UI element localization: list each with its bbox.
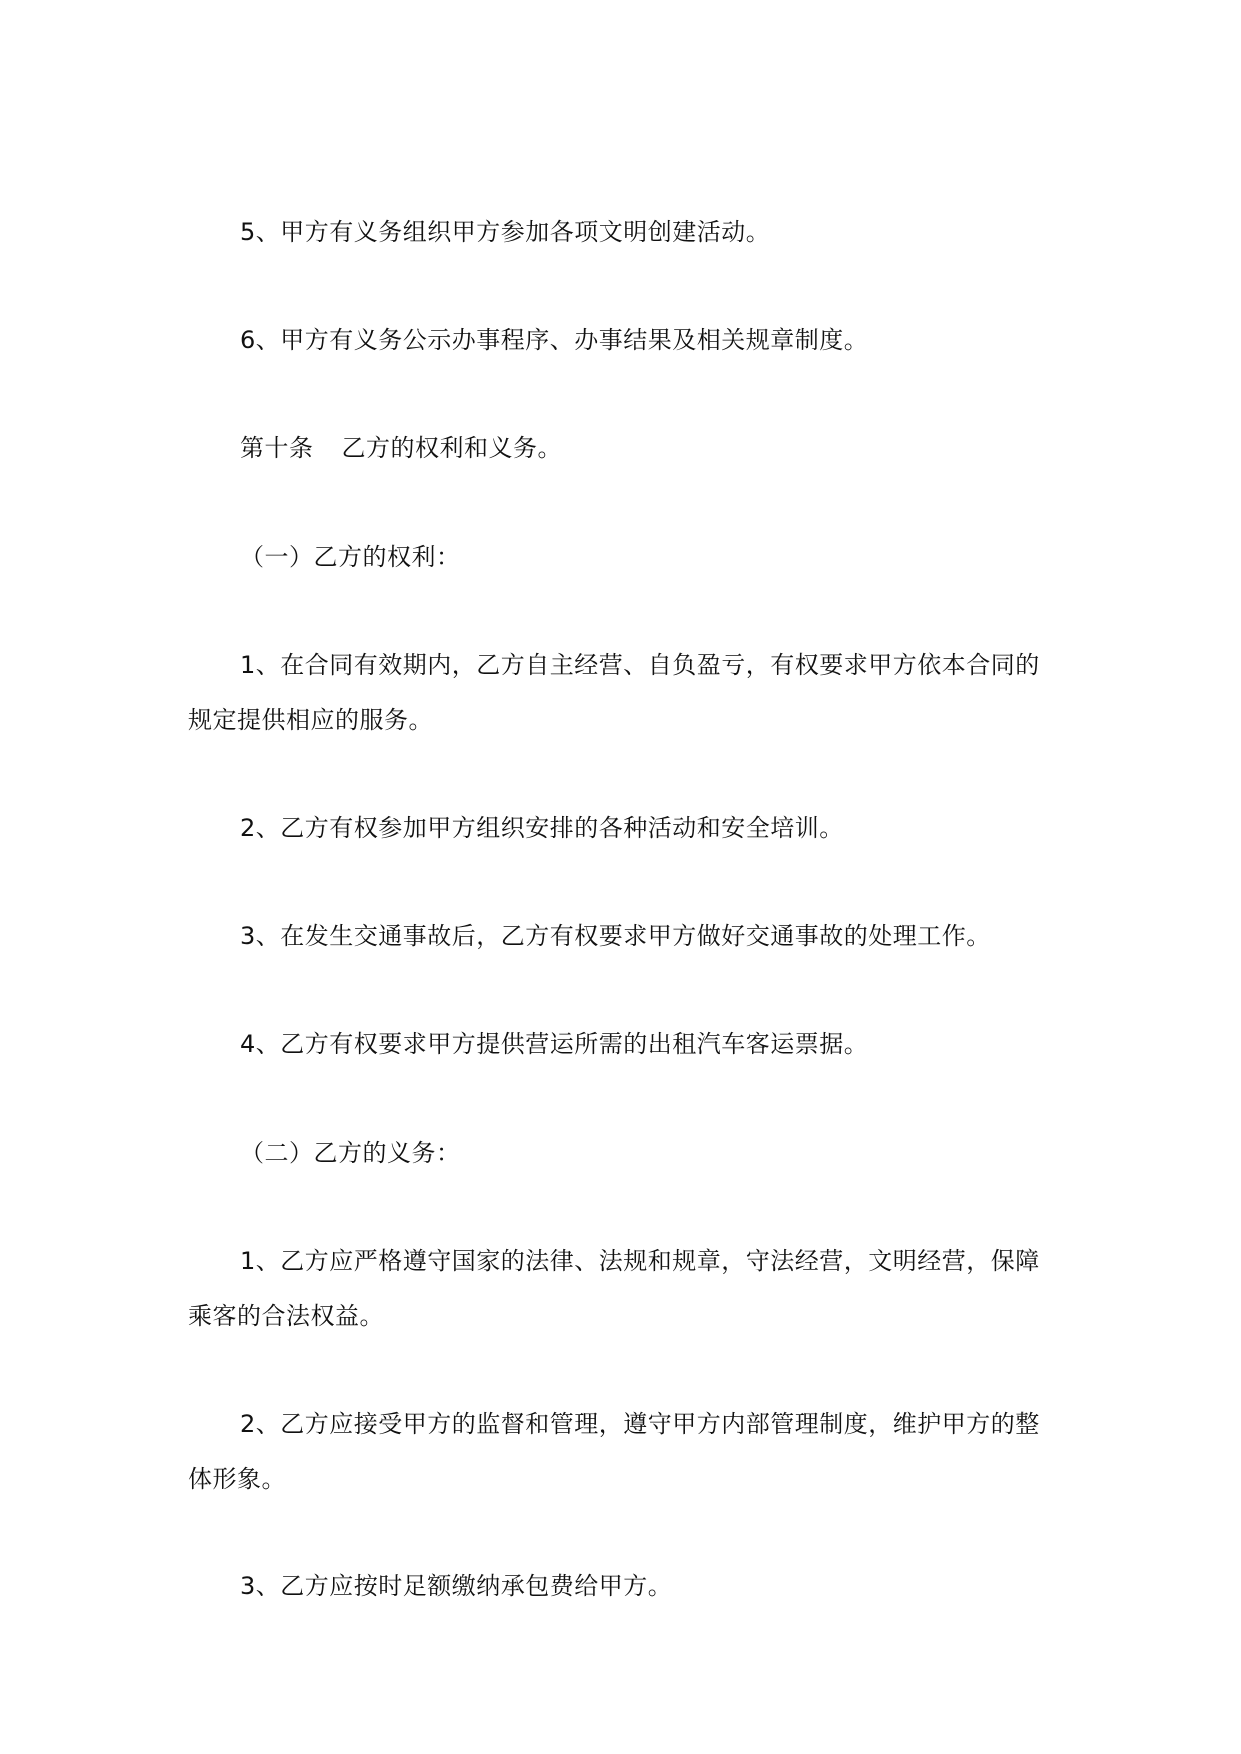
article-title: 乙方的权利和义务。 xyxy=(341,434,562,462)
paragraph-right-2: 2、乙方有权参加甲方组织安排的各种活动和安全培训。 xyxy=(240,814,844,842)
paragraph-duty-2: 2、乙方应接受甲方的监督和管理，遵守甲方内部管理制度，维护甲方的整体形象。 xyxy=(188,1410,1040,1493)
article-number: 第十条 xyxy=(240,434,314,462)
paragraph-duty-1: 1、乙方应严格遵守国家的法律、法规和规章，守法经营，文明经营，保障乘客的合法权益。 xyxy=(188,1247,1040,1330)
paragraph-obligation-5: 5、甲方有义务组织甲方参加各项文明创建活动。 xyxy=(240,218,771,246)
paragraph-duty-3: 3、乙方应按时足额缴纳承包费给甲方。 xyxy=(240,1572,673,1600)
paragraph-right-1: 1、在合同有效期内，乙方自主经营、自负盈亏，有权要求甲方依本合同的规定提供相应的服务。 xyxy=(188,651,1040,734)
paragraph-right-4: 4、乙方有权要求甲方提供营运所需的出租汽车客运票据。 xyxy=(240,1030,869,1058)
section-duties-heading: （二）乙方的义务： xyxy=(240,1139,461,1167)
paragraph-right-3: 3、在发生交通事故后，乙方有权要求甲方做好交通事故的处理工作。 xyxy=(240,922,991,950)
paragraph-obligation-6: 6、甲方有义务公示办事程序、办事结果及相关规章制度。 xyxy=(240,326,869,354)
section-rights-heading: （一）乙方的权利： xyxy=(240,543,461,571)
article-10-heading xyxy=(188,421,1053,476)
